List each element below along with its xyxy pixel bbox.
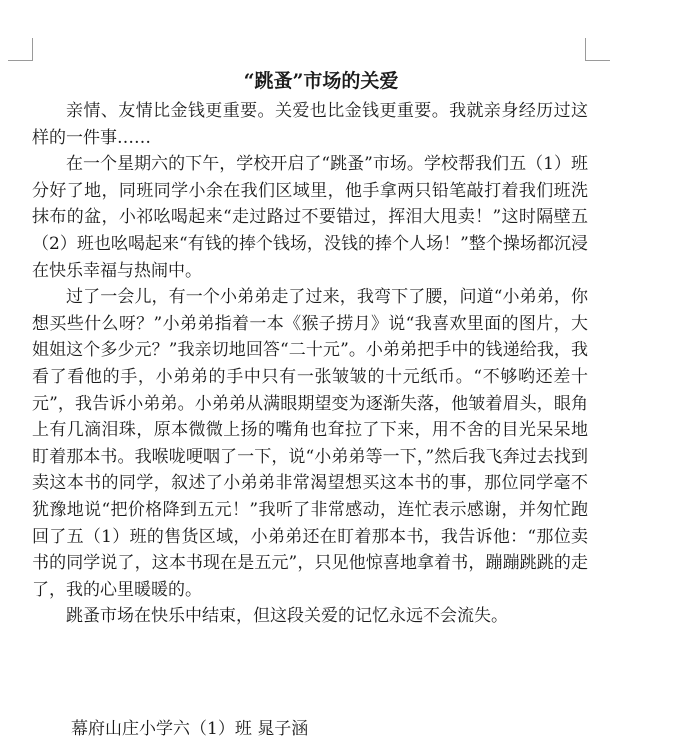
crop-mark-top-left-vertical [32, 38, 33, 61]
paragraph-market-opening: 在一个星期六的下午，学校开启了“跳蚤”市场。学校帮我们五（1）班分好了地，同班同学小余在我们区域里，他手拿两只铅笔敲打着我们班洗抹布的盆，小祁吆喝起来“走过路过不要错过，挥泪大甩卖！”这时隔壁五（2）班也吆喝起来“有钱的捧个钱场，没钱的捧个人场！”整个操场都沉浸在快乐幸福与热闹中。 [32, 154, 588, 281]
paragraph-little-brother: 过了一会儿，有一个小弟弟走了过来，我弯下了腰，问道“小弟弟，你想买些什么呀？”小弟弟指着一本《猴子捞月》说“我喜欢里面的图片，大姐姐这个多少元？”我亲切地回答“二十元”。小弟弟把手中的钱递给我，我看了看他的手，小弟弟的手中只有一张皱皱的十元纸币。“不够哟还差十元”，我告诉小弟弟。小弟弟从满眼期望变为逐渐失落，他皱着眉头，眼角上有几滴泪珠，原本微微上扬的嘴角也耷拉了下来，用不舍的目光呆呆地盯着那本书。我喉咙哽咽了一下，说“小弟弟等一下，”然后我飞奔过去找到卖这本书的同学，叙述了小弟弟非常渴望想买这本书的事，那位同学毫不犹豫地说“把价格降到五元！”我听了非常感动，连忙表示感谢，并匆忙跑回了五（1）班的售货区域，小弟弟还在盯着那本书，我告诉他：“那位卖书的同学说了，这本书现在是五元”，只见他惊喜地拿着书，蹦蹦跳跳的走了，我的心里暖暖的。 [32, 287, 588, 600]
crop-mark-top-right-horizontal [586, 60, 610, 61]
document-page [32, 66, 588, 630]
author-signature: 幕府山庄小学六（1）班 晁子涵 [71, 719, 309, 739]
document-title: “跳蚤”市场的关爱 [243, 70, 399, 92]
paragraph-conclusion: 跳蚤市场在快乐中结束，但这段关爱的记忆永远不会流失。 [66, 606, 508, 627]
crop-mark-top-left-horizontal [8, 60, 32, 61]
crop-mark-top-right-vertical [585, 38, 586, 61]
paragraph-intro: 亲情、友情比金钱更重要。关爱也比金钱更重要。我就亲身经历过这样的一件事…… [32, 101, 588, 148]
